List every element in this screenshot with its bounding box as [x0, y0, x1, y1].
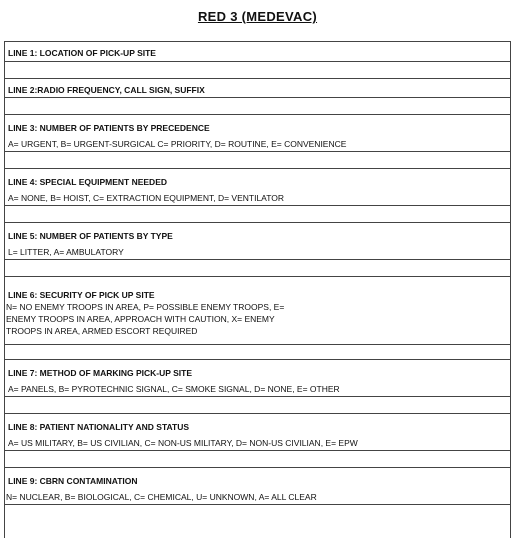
line-5-label: LINE 5: NUMBER OF PATIENTS BY TYPE — [8, 231, 173, 241]
line-3-entry-field[interactable] — [5, 151, 510, 169]
medevac-form — [4, 41, 511, 538]
line-4-options: A= NONE, B= HOIST, C= EXTRACTION EQUIPMENT, D= VENTILATOR — [8, 193, 284, 203]
line-2-label: LINE 2:RADIO FREQUENCY, CALL SIGN, SUFFIX — [8, 85, 205, 95]
line-9-entry-field[interactable] — [5, 504, 510, 540]
line-6-options-3: TROOPS IN AREA, ARMED ESCORT REQUIRED — [6, 326, 198, 336]
line-3-header — [5, 114, 510, 152]
line-3-options: A= URGENT, B= URGENT-SURGICAL C= PRIORITY, D= ROUTINE, E= CONVENIENCE — [8, 139, 347, 149]
line-8-options: A= US MILITARY, B= US CIVILIAN, C= NON-US MILITARY, D= NON-US CIVILIAN, E= EPW — [8, 438, 358, 448]
line-6-options-1: N= NO ENEMY TROOPS IN AREA, P= POSSIBLE ENEMY TROOPS, E= — [6, 302, 285, 312]
line-7-entry-field[interactable] — [5, 396, 510, 414]
line-8-label: LINE 8: PATIENT NATIONALITY AND STATUS — [8, 422, 190, 432]
line-4-entry-field[interactable] — [5, 205, 510, 223]
line-6-label: LINE 6: SECURITY OF PICK UP SITE — [8, 290, 155, 300]
line-8-header — [5, 413, 510, 451]
line-7-header — [5, 359, 510, 397]
line-9-header — [5, 467, 510, 505]
line-9-options: N= NUCLEAR, B= BIOLOGICAL, C= CHEMICAL, U= UNKNOWN, A= ALL CLEAR — [6, 492, 317, 502]
line-5-options: L= LITTER, A= AMBULATORY — [8, 247, 124, 257]
line-1-label: LINE 1: LOCATION OF PICK-UP SITE — [8, 48, 156, 58]
line-2-entry-field[interactable] — [5, 97, 510, 115]
line-9-label: LINE 9: CBRN CONTAMINATION — [8, 476, 138, 486]
line-4-header — [5, 168, 510, 206]
line-1-entry-field[interactable] — [5, 61, 510, 79]
form-title: RED 3 (MEDEVAC) — [197, 9, 318, 24]
line-5-entry-field[interactable] — [5, 259, 510, 277]
line-8-entry-field[interactable] — [5, 450, 510, 468]
line-6-entry-field[interactable] — [5, 344, 510, 360]
line-6-options-2: ENEMY TROOPS IN AREA, APPROACH WITH CAUTION, X= ENEMY — [6, 314, 275, 324]
line-2-header — [5, 78, 510, 98]
line-3-label: LINE 3: NUMBER OF PATIENTS BY PRECEDENCE — [8, 123, 210, 133]
line-4-label: LINE 4: SPECIAL EQUIPMENT NEEDED — [8, 177, 168, 187]
line-7-label: LINE 7: METHOD OF MARKING PICK-UP SITE — [8, 368, 193, 378]
line-1-header — [5, 42, 510, 61]
line-7-options: A= PANELS, B= PYROTECHNIC SIGNAL, C= SMOKE SIGNAL, D= NONE, E= OTHER — [8, 384, 340, 394]
line-5-header — [5, 222, 510, 260]
line-6-header — [5, 276, 510, 345]
